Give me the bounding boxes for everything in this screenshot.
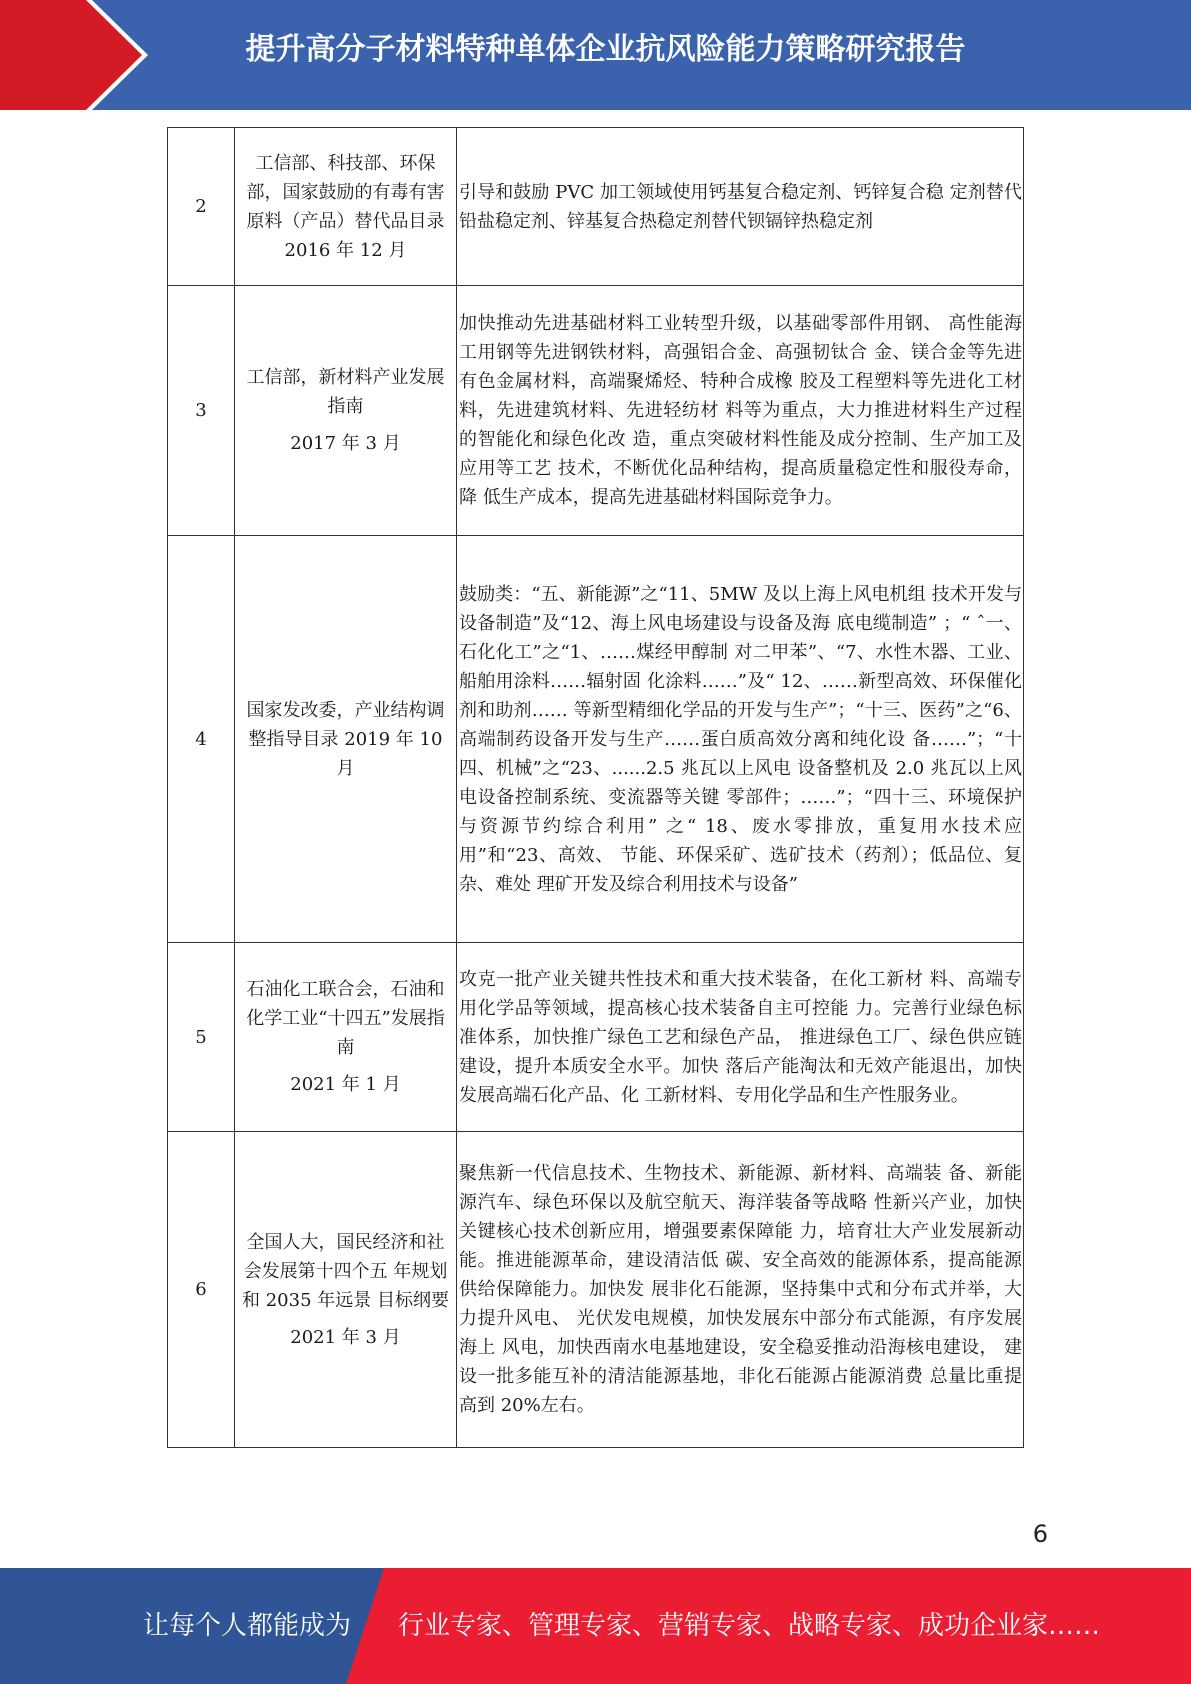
table-row: [168, 128, 1024, 286]
policy-date: 2017 年 3 月: [290, 433, 401, 454]
table-row: [168, 943, 1024, 1132]
row-number: 2: [168, 128, 235, 286]
policy-source-text: 国家发改委，产业结构调整指导目录 2019 年 10 月: [246, 699, 445, 779]
footer-slogan-left: 让每个人都能成为: [143, 1611, 352, 1641]
page-header: [0, 0, 1191, 110]
row-number: 4: [168, 536, 235, 943]
policy-source-text: 工信部、科技部、环保部，国家鼓励的有毒有害原料（产品）替代品目录 2016 年 12 月: [246, 152, 445, 261]
policy-source-text: 工信部，新材料产业发展指南: [246, 367, 445, 417]
policy-content: 加快推动先进基础材料工业转型升级，以基础零部件用钢、 高性能海工用钢等先进钢铁材料，高强铝合金、高强韧钛合 金、镁合金等先进有色金属材料，高端聚烯烃、特种合成橡 胶及工程塑料等先进化工材料，先进建筑材料、先进轻纺材 料等为重点，大力推进材料生产过程的智能化和绿色化改 造，重点突破材料性能及成分控制、生产加工及应用等工艺 技术，不断优化品种结构，提高质量稳定性和服役寿命，降 低生产成本，提高先进基础材料国际竞争力。: [457, 286, 1024, 536]
policy-content: 引导和鼓励 PVC 加工领域使用钙基复合稳定剂、钙锌复合稳 定剂替代铅盐稳定剂、锌基复合热稳定剂替代钡镉锌热稳定剂: [457, 128, 1024, 286]
report-title: 提升高分子材料特种单体企业抗风险能力策略研究报告: [245, 32, 966, 67]
policy-content: 攻克一批产业关键共性技术和重大技术装备，在化工新材 料、高端专用化学品等领域，提高核心技术装备自主可控能 力。完善行业绿色标准体系，加快推广绿色工艺和绿色产品， 推进绿色工厂、绿色供应链建设，提升本质安全水平。加快 落后产能淘汰和无效产能退出，加快发展高端石化产品、化 工新材料、专用化学品和生产性服务业。: [457, 943, 1024, 1132]
footer-slogan-right: 行业专家、管理专家、营销专家、战略专家、成功企业家……: [398, 1611, 1101, 1641]
policy-content: 鼓励类：“五、新能源”之“11、5MW 及以上海上风电机组 技术开发与设备制造”及“12、海上风电场建设与设备及海 底电缆制造” ；“ ˆ一、石化化工”之“1、……煤经甲醇制 对二甲苯”、“7、水性木器、工业、船舶用涂料……辐射固 化涂料……”及“ 12、……新型高效、环保催化剂和助剂…… 等新型精细化学品的开发与生产”；“十三、医药”之“6、 高端制药设备开发与生产……蛋白质高效分离和纯化设 备……”；“十四、机械”之“23、......2.5 兆瓦以上风电 设备整机及 2.0 兆瓦以上风电设备控制系统、变流器等关键 零部件；……”；“四十三、环境保护与资源节约综合利用” 之“ 18、废水零排放，重复用水技术应用”和“23、高效、 节能、环保采矿、选矿技术（药剂）；低品位、复杂、难处 理矿开发及综合利用技术与设备”: [457, 536, 1024, 943]
row-number: 5: [168, 943, 235, 1132]
policy-source: [235, 943, 457, 1132]
policy-source: [235, 1132, 457, 1448]
table-row: [168, 1132, 1024, 1448]
policy-source-text: 石油化工联合会，石油和化学工业“十四五”发展指南: [246, 979, 445, 1058]
table-row: [168, 286, 1024, 536]
policy-table: [167, 127, 1024, 1448]
page-number: 6: [1032, 1520, 1048, 1548]
page-footer: [0, 1568, 1191, 1684]
policy-source-text: 全国人大，国民经济和社会发展第十四个五 年规划和 2035 年远景 目标纲要: [242, 1231, 449, 1311]
policy-date: 2021 年 3 月: [290, 1326, 401, 1348]
row-number: 6: [168, 1132, 235, 1448]
table-row: [168, 536, 1024, 943]
policy-content: 聚焦新一代信息技术、生物技术、新能源、新材料、高端装 备、新能源汽车、绿色环保以及航空航天、海洋装备等战略 性新兴产业，加快关键核心技术创新应用，增强要素保障能 力，培育壮大产业发展新动能。推进能源革命，建设清洁低 碳、安全高效的能源体系，提高能源供给保障能力。加快发 展非化石能源，坚持集中式和分布式并举，大力提升风电、 光伏发电规模，加快发展东中部分布式能源，有序发展海上 风电，加快西南水电基地建设，安全稳妥推动沿海核电建设， 建设一批多能互补的清洁能源基地，非化石能源占能源消费 总量比重提高到 20%左右。: [457, 1132, 1024, 1448]
policy-source: [235, 536, 457, 943]
policy-source: [235, 286, 457, 536]
policy-date: 2021 年 1 月: [290, 1074, 401, 1095]
row-number: 3: [168, 286, 235, 536]
policy-source: [235, 128, 457, 286]
